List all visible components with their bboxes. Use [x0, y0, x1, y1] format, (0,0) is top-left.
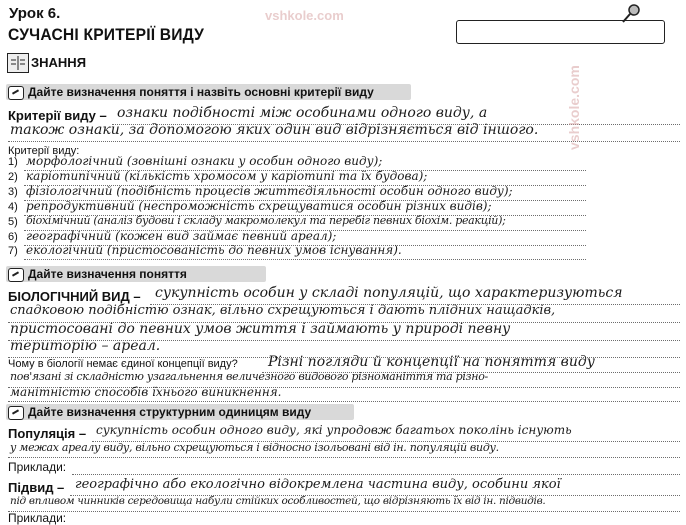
- book-icon: [7, 53, 29, 73]
- task1-answer-line-2: також ознаки, за допомогою яких один вид відрізняється від іншого.: [10, 122, 539, 138]
- pin-icon: [620, 3, 642, 25]
- criterion-number: 5): [8, 216, 18, 228]
- criterion-number: 3): [8, 186, 18, 198]
- criterion-text: каріотипічний (кількість хромосом у каріотипі та їх будова);: [26, 169, 428, 183]
- pencil-icon: [8, 86, 24, 100]
- criterion-number: 4): [8, 201, 18, 213]
- task2-answer2-line-2: пов'язані зі складністю узагальнення величезного видового різноманіття та різно-: [10, 370, 488, 383]
- task2-answer-line-4: територію – ареал.: [10, 338, 161, 354]
- task2-heading: Дайте визначення поняття: [28, 267, 187, 281]
- task3-heading: Дайте визначення структурним одиницям виду: [28, 405, 312, 419]
- pencil-icon: [8, 268, 24, 282]
- task2-term: БІОЛОГІЧНИЙ ВИД –: [8, 289, 141, 304]
- criterion-text: екологічний (пристосованість до певних умов існування).: [26, 243, 402, 257]
- task2-answer-line-2: спадковою подібністю ознак, вільно схрещуються і дають плідних нащадків,: [10, 303, 556, 318]
- criterion-text: географічний (кожен вид займає певний ареал);: [26, 229, 337, 243]
- watermark-right: vshkole.com: [566, 65, 582, 150]
- criterion-number: 2): [8, 171, 18, 183]
- subspecies-line-1: географічно або екологічно відокремлена частина виду, особини якої: [75, 477, 561, 492]
- criterion-text: репродуктивний (неспроможність схрещуватися особин різних видів);: [26, 199, 492, 213]
- task1-heading: Дайте визначення поняття і назвіть основні критерії виду: [28, 85, 374, 99]
- task2-answer-line-3: пристосовані до певних умов життя і займають у природі певну: [10, 321, 511, 337]
- lesson-topic: СУЧАСНІ КРИТЕРІЇ ВИДУ: [8, 25, 205, 44]
- population-examples-label: Приклади:: [8, 460, 67, 474]
- subspecies-line-2: під впливом чинників середовища набули стійких особливостей, що відрізняють їх від ін. підвидів.: [10, 495, 546, 507]
- population-line-2: у межах ареалу виду, вільно схрещуються і відносно ізольовані від ін. популяцій виду.: [10, 441, 499, 454]
- criterion-text: фізіологічний (подібність процесів життєдіяльності особин одного виду);: [26, 184, 513, 198]
- knowledge-label: ЗНАННЯ: [31, 55, 87, 70]
- criterion-number: 6): [8, 231, 18, 243]
- task2-answer2-line-1: Різні погляди й концепції на поняття виду: [268, 354, 595, 370]
- criterion-number: 1): [8, 156, 18, 168]
- criterion-text: біохімічний (аналіз будови і складу макромолекул та перебіг певних біохім. реакцій);: [26, 214, 506, 227]
- criteria-list-label: Критерії виду:: [8, 145, 80, 157]
- subspecies-examples-label: Приклади:: [8, 511, 67, 525]
- subspecies-term: Підвид –: [8, 480, 65, 495]
- pencil-icon: [8, 406, 24, 420]
- criterion-number: 7): [8, 245, 18, 257]
- task2-answer-line-1: сукупність особин у складі популяцій, що характеризуються: [155, 285, 623, 301]
- criterion-text: морфологічний (зовнішні ознаки у особин одного виду);: [26, 154, 383, 168]
- task1-answer-line-1: ознаки подібності між особинами одного виду, а: [117, 105, 488, 121]
- watermark-top: vshkole.com: [265, 8, 344, 23]
- population-line-1: сукупність особин одного виду, які упродовж багатьох поколінь існують: [96, 423, 572, 437]
- lesson-number: Урок 6.: [9, 5, 61, 22]
- task2-answer2-line-3: манітністю способів їхнього виникнення.: [10, 385, 282, 399]
- task1-term: Критерії виду –: [8, 108, 107, 123]
- population-term: Популяція –: [8, 426, 87, 441]
- task2-question: Чому в біології немає єдиної концепції виду?: [8, 358, 238, 370]
